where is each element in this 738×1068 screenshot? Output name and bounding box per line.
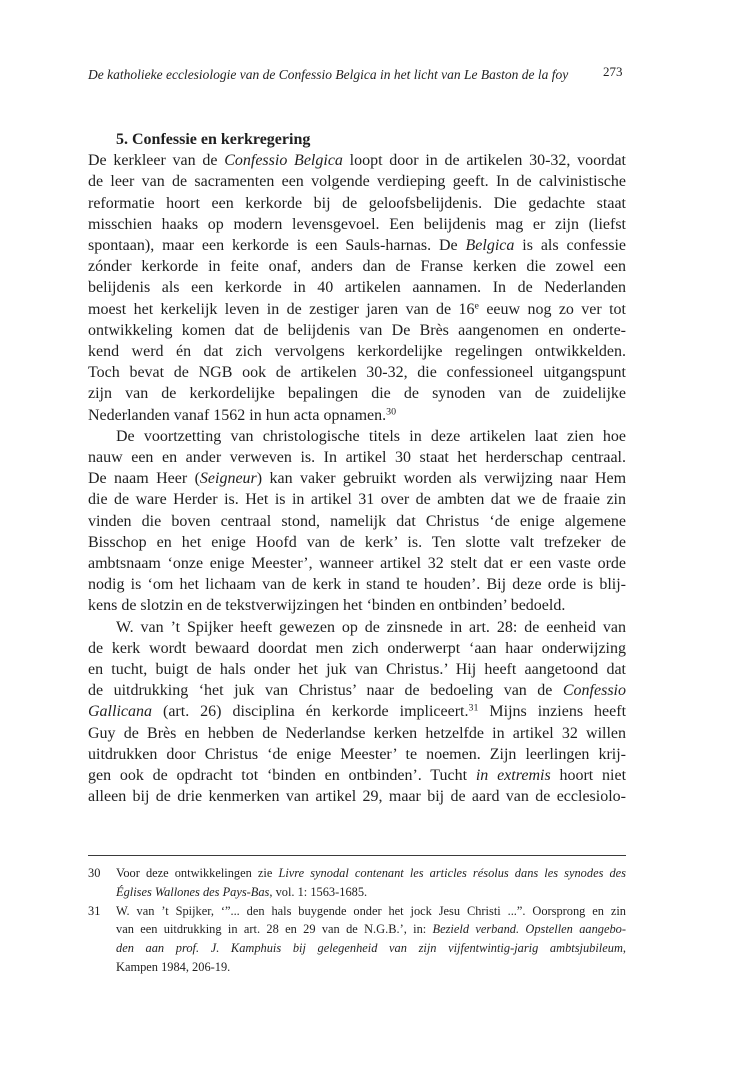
body-text bbox=[88, 129, 626, 808]
footnote-reference: 31 bbox=[468, 703, 479, 715]
text-line bbox=[88, 214, 626, 235]
text-line bbox=[88, 744, 626, 765]
text-run: is als confessie bbox=[514, 237, 627, 255]
paragraph bbox=[88, 617, 626, 808]
text-run: loopt door in de artikelen 30-32, voordat bbox=[342, 152, 626, 170]
text-run: die de ware Herder is. Het is in artikel 31 over de ambten dat we de fraaie zin bbox=[88, 491, 626, 509]
footnote-reference: 30 bbox=[386, 406, 397, 418]
text-line bbox=[88, 468, 626, 489]
text-line bbox=[88, 553, 626, 574]
italic-text: Confessio bbox=[562, 682, 626, 700]
text-run: en tucht, buigt de hals onder het juk van Christus.’ Hij heeft aangetoond dat bbox=[88, 661, 626, 679]
text-run: , bbox=[622, 941, 626, 956]
footnote-line bbox=[116, 920, 626, 939]
footnote-line bbox=[116, 958, 626, 977]
text-run: De kerkleer van de bbox=[88, 152, 225, 170]
ordinal-superscript: e bbox=[474, 300, 479, 312]
text-run: de kerk wordt bewaard doordat men zich onderwerpt ‘aan haar onderwijzing bbox=[88, 639, 626, 657]
text-run: kens de slotzin en de tekstverwijzingen het ‘binden en ontbinden’ bedoeld. bbox=[88, 597, 566, 615]
text-line bbox=[88, 638, 626, 659]
text-run: Bisschop en het enige Hoofd van de kerk’ is. Ten slotte valt trefzeker de bbox=[88, 533, 626, 551]
text-run: zónder kerkorde in feite onaf, anders dan de Franse kerken die zowel een bbox=[88, 258, 626, 276]
italic-text: Églises Wallones des Pays-Bas bbox=[116, 884, 270, 899]
footnote-text bbox=[116, 864, 626, 902]
text-line bbox=[88, 193, 626, 214]
italic-text: Confessio Belgica bbox=[224, 152, 343, 170]
text-run: W. van ’t Spijker heeft gewezen op de zinsnede in art. 28: de eenheid van bbox=[116, 618, 626, 636]
italic-text: Bezield verband. Opstellen aangebo- bbox=[432, 922, 627, 937]
text-line bbox=[88, 511, 626, 532]
footnote-rule bbox=[88, 855, 626, 856]
text-run: Kampen 1984, 206-19. bbox=[116, 959, 231, 974]
text-line bbox=[88, 362, 626, 383]
text-run: ambtsnaam ‘onze enige Meester’, wanneer artikel 32 stelt dat er een vaste orde bbox=[88, 555, 626, 573]
text-run: van een uitdrukking in art. 28 en 29 van de N.G.B.’, in: bbox=[116, 922, 433, 937]
text-run: eeuw nog zo ver tot bbox=[478, 300, 626, 318]
text-run: nodig is ‘om het lichaam van de kerk in stand te houden’. Bij deze orde is blij- bbox=[88, 576, 626, 594]
text-run: Voor deze ontwikkelingen zie bbox=[116, 866, 279, 880]
text-line bbox=[88, 489, 626, 510]
text-run: , vol. 1: 1563-1685. bbox=[269, 884, 368, 899]
footnote-line bbox=[116, 939, 626, 958]
text-run: de uitdrukking ‘het juk van Christus’ naar de bedoeling van de bbox=[88, 682, 563, 700]
text-run: spontaan), maar een kerkorde is een Sauls-harnas. De bbox=[88, 237, 466, 255]
text-run: zijn van de kerkordelijke bepalingen die de synoden van de zuidelijke bbox=[88, 385, 626, 403]
text-run: gen ook de opdracht tot ‘binden en ontbinden’. Tucht bbox=[88, 767, 476, 785]
text-run: W. van ’t Spijker, ‘”... den hals buygende onder het jock Jesu Christi ...”. Oorsprong en zin bbox=[116, 903, 626, 918]
text-run: reformatie hoort een kerkorde bij de geloofsbelijdenis. Die gedachte staat bbox=[88, 194, 626, 212]
text-line bbox=[88, 383, 626, 404]
text-run: misschien haaks op modern levensgevoel. Een belijdenis mag er zijn (liefst bbox=[88, 215, 626, 233]
text-run: moest het kerkelijk leven in de zestiger jaren van de 16 bbox=[88, 300, 475, 318]
text-line bbox=[88, 723, 626, 744]
text-line bbox=[88, 447, 626, 468]
text-run: ) kan vaker gebruikt worden als verwijzing naar Hem bbox=[256, 470, 627, 488]
italic-text: Seigneur bbox=[199, 470, 257, 488]
text-run: De naam Heer ( bbox=[88, 470, 200, 488]
text-line bbox=[88, 786, 626, 807]
text-line bbox=[88, 405, 626, 426]
text-run: de leer van de sacramenten een volgende verdieping geeft. In de calvinistische bbox=[88, 173, 626, 191]
text-run: nauw een en ander verweven is. In artikel 30 staat het herderschap centraal. bbox=[88, 449, 626, 467]
text-line bbox=[88, 659, 626, 680]
paragraphs bbox=[88, 150, 626, 807]
text-run: De voortzetting van christologische titels in deze artikelen laat zien hoe bbox=[116, 427, 626, 445]
paragraph bbox=[88, 150, 626, 426]
italic-text: den aan prof. J. Kamphuis bij gelegenheid van zijn vijfentwintig-jarig ambtsjubileum bbox=[116, 941, 623, 956]
text-run: ontwikkeling komen dat de belijdenis van De Brès aangenomen en onderte- bbox=[88, 321, 626, 339]
text-run: belijdenis als een kerkorde in 40 artikelen aannamen. In de Nederlanden bbox=[88, 279, 626, 297]
text-line bbox=[88, 701, 626, 722]
footnote-line bbox=[116, 902, 626, 921]
footnotes bbox=[88, 864, 626, 977]
text-line bbox=[88, 595, 626, 616]
paragraph bbox=[88, 426, 626, 617]
footnote-line bbox=[116, 864, 626, 883]
text-line bbox=[88, 574, 626, 595]
footnote-text bbox=[116, 902, 626, 977]
footnote-number: 31 bbox=[88, 903, 101, 918]
text-line bbox=[88, 680, 626, 701]
footnote bbox=[88, 902, 626, 977]
text-run: hoort niet bbox=[550, 767, 627, 785]
text-run: Nederlanden vanaf 1562 in hun acta opnamen. bbox=[88, 406, 387, 424]
text-run: (art. 26) disciplina én kerkorde impliceert. bbox=[152, 703, 469, 721]
section-heading: 5. Confessie en kerkregering bbox=[116, 131, 311, 148]
italic-text: Gallicana bbox=[88, 703, 152, 721]
text-line bbox=[88, 235, 626, 256]
text-line bbox=[88, 299, 626, 320]
italic-text: in extremis bbox=[475, 767, 551, 785]
text-line bbox=[88, 617, 626, 638]
footnote bbox=[88, 864, 626, 902]
text-line bbox=[88, 256, 626, 277]
text-line bbox=[88, 532, 626, 553]
italic-text: Livre synodal contenant les articles résolus dans les synodes des bbox=[278, 866, 626, 880]
footnote-number: 30 bbox=[88, 866, 101, 880]
text-line bbox=[88, 426, 626, 447]
page-number: 273 bbox=[603, 64, 623, 79]
text-run: alleen bij de drie kenmerken van artikel 29, maar bij de aard van de ecclesiolo- bbox=[88, 788, 626, 806]
text-line bbox=[88, 765, 626, 786]
text-line bbox=[88, 150, 626, 171]
text-run: Toch bevat de NGB ook de artikelen 30-32, die confessioneel uitgangspunt bbox=[88, 364, 626, 382]
text-run: Guy de Brès en hebben de Nederlandse kerken hetzelfde in artikel 32 willen bbox=[88, 724, 626, 742]
running-header-title: De katholieke ecclesiologie van de Confessio Belgica in het licht van Le Baston de la foy bbox=[88, 67, 569, 82]
text-run: kend werd én dat zich vervolgens kerkordelijke regelingen ontwikkelden. bbox=[88, 343, 626, 361]
text-run: Mijns inziens heeft bbox=[478, 703, 627, 721]
text-run: uitdrukken door Christus ‘de enige Meester’ te noemen. Zijn leerlingen krij- bbox=[88, 745, 626, 763]
footnote-line bbox=[116, 883, 626, 902]
text-line bbox=[88, 171, 626, 192]
text-run: vinden die boven centraal stond, namelijk dat Christus ‘de enige algemene bbox=[88, 512, 626, 530]
italic-text: Belgica bbox=[465, 237, 515, 255]
text-line bbox=[88, 320, 626, 341]
text-line bbox=[88, 277, 626, 298]
text-line bbox=[88, 341, 626, 362]
